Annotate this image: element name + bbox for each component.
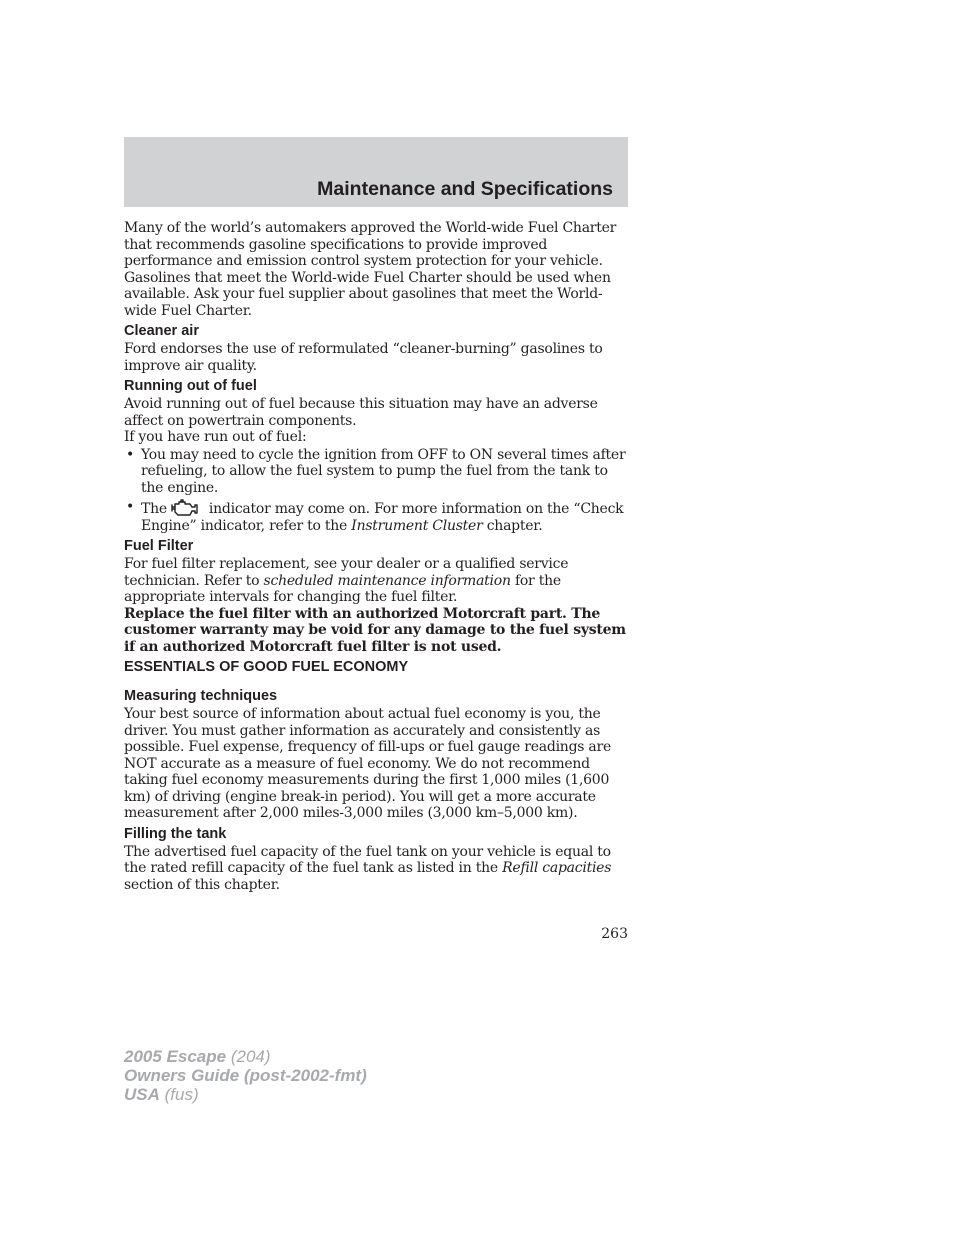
cleaner-air-paragraph: Ford endorses the use of reformulated “cleaner-burning” gasolines to improve air quality. <box>124 341 603 374</box>
filling-text-post: section of this chapter. <box>124 876 280 893</box>
heading-measuring-techniques: Measuring techniques <box>124 688 278 704</box>
fuel-filter-text-post: for the appropriate intervals for changing the fuel filter. <box>124 572 561 605</box>
bullet-text: You may need to cycle the ignition from OFF to ON several times after refueling, to allow the fuel system to pump the fuel from the tank to the engine. <box>141 446 626 496</box>
bullet-text-post: indicator may come on. For more information on the “Check Engine” indicator, refer to the <box>141 501 624 534</box>
bullet-text-pre: The <box>141 501 167 517</box>
footer-line-2: Owners Guide (post-2002-fmt) <box>124 1066 367 1085</box>
bullet-text-end: chapter. <box>486 517 543 534</box>
bullet-text-italic: Instrument Cluster <box>351 517 483 534</box>
fuel-filter-text-italic: scheduled maintenance information <box>263 572 511 589</box>
fuel-filter-paragraph <box>124 556 630 606</box>
running-out-paragraph: Avoid running out of fuel because this situation may have an adverse affect on powertrain components. <box>124 396 598 429</box>
document-footer <box>124 1047 367 1104</box>
heading-filling-the-tank: Filling the tank <box>124 825 227 842</box>
intro-paragraph: Many of the world’s automakers approved the World-wide Fuel Charter that recommends gasoline specifications to provide improved performance and emission control system protection for your vehicle. Gasolines that meet the World-wide Fuel Charter should be used when available. Ask your fuel supplier about gasolines that meet the World-wide Fuel Charter. <box>124 220 617 319</box>
measuring-paragraph: Your best source of information about actual fuel economy is you, the driver. You must gather information as accurately and consistently as possible. Fuel expense, frequency of fill-ups or fuel gauge readings are NOT accurate as a measure of fuel economy. We do not recommend taking fuel economy measurements during the first 1,000 miles (1,600 km) of driving (engine break-in period). You will get a more accurate measurement after 2,000 miles-3,000 miles (3,000 km–5,000 km). <box>124 706 611 821</box>
section-title: Maintenance and Specifications <box>317 178 613 200</box>
footer-model-code: (204) <box>230 1047 271 1066</box>
check-engine-icon <box>169 499 199 517</box>
bullet-marker: • <box>126 446 135 463</box>
footer-line-3 <box>124 1085 367 1104</box>
page-number: 263 <box>601 926 628 942</box>
filling-text-italic: Refill capacities <box>502 860 612 876</box>
bullet-marker: • <box>126 499 135 515</box>
list-item <box>124 499 630 534</box>
footer-model: 2005 Escape <box>124 1047 227 1066</box>
page-content <box>124 220 630 893</box>
footer-market: USA <box>124 1085 160 1104</box>
fuel-filter-warning: Replace the fuel filter with an authorized Motorcraft part. The customer warranty may be void for any damage to the fuel system if an authorized Motorcraft fuel filter is not used. <box>124 605 626 655</box>
heading-fuel-economy: ESSENTIALS OF GOOD FUEL ECONOMY <box>124 659 409 675</box>
section-header-band <box>124 137 628 207</box>
footer-market-code: (fus) <box>164 1085 199 1104</box>
running-out-bullet-list <box>124 447 630 535</box>
heading-cleaner-air: Cleaner air <box>124 323 199 339</box>
heading-running-out-of-fuel: Running out of fuel <box>124 378 257 394</box>
filling-text-pre: The advertised fuel capacity of the fuel tank on your vehicle is equal to the rated refill capacity of the fuel tank as listed in the <box>124 843 611 876</box>
filling-paragraph <box>124 844 630 894</box>
heading-fuel-filter: Fuel Filter <box>124 538 194 554</box>
running-out-lead: If you have run out of fuel: <box>124 429 307 445</box>
list-item <box>124 447 630 497</box>
footer-line-1 <box>124 1047 367 1066</box>
fuel-filter-text-pre: For fuel filter replacement, see your dealer or a qualified service technician. Refer to <box>124 556 569 589</box>
